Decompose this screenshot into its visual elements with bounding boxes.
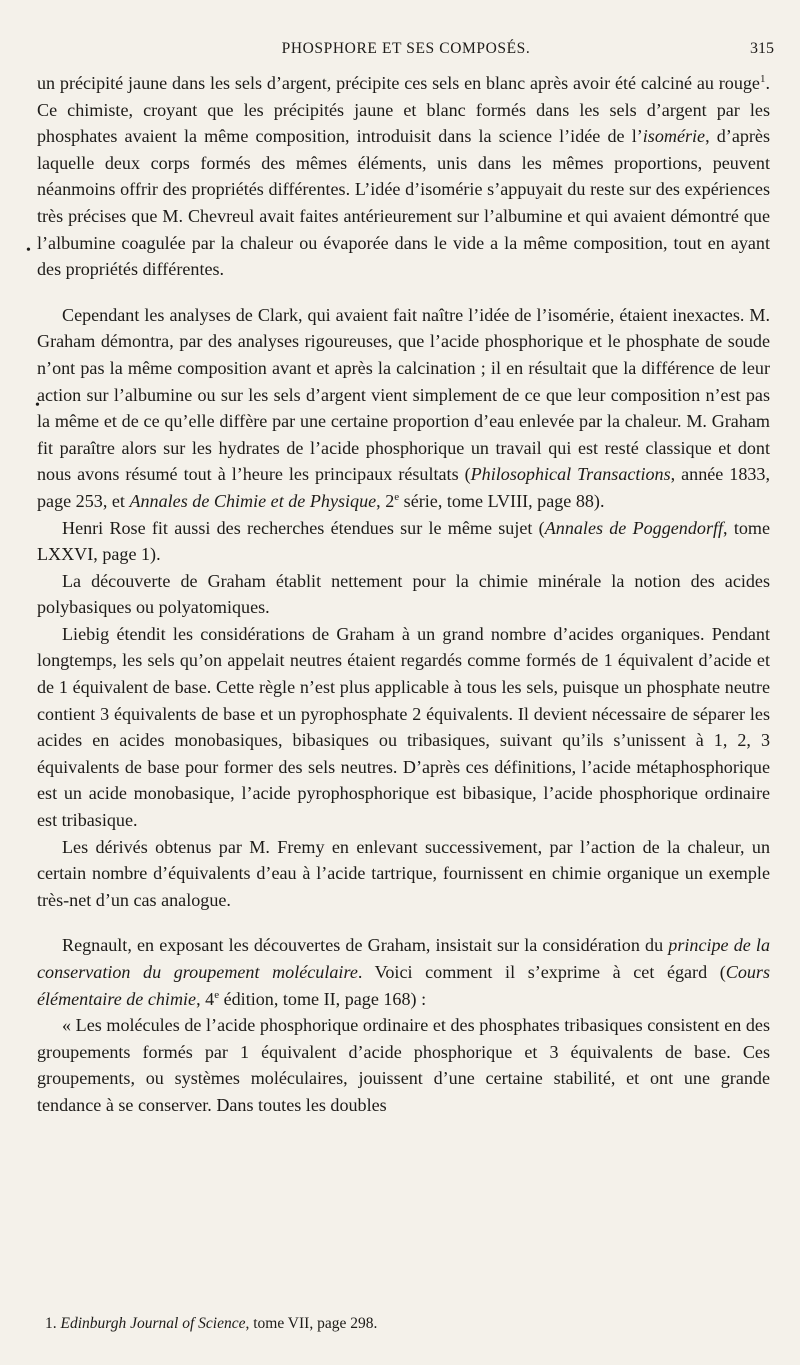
italic-text: Cours élémentaire de chimie	[37, 962, 770, 1009]
margin-dot-mark: •	[35, 398, 40, 413]
text-run: . Voici comment il s’exprime à cet égard (	[357, 962, 726, 982]
text-run: Les dérivés obtenus par M. Fremy en enlevant successivement, par l’action de la chaleur, un certain nombre d’équivalents d’eau à l’acide tartrique, fournissent en chimie organique un exemple très-net d’un cas analogue.	[37, 836, 770, 910]
paragraph	[37, 568, 770, 621]
paragraph	[37, 302, 770, 515]
page-header	[38, 40, 774, 66]
superscript: e	[214, 988, 220, 1001]
text-run: La découverte de Graham établit nettement pour la chimie minérale la notion des acides polybasiques ou polyatomiques.	[37, 570, 770, 618]
text-run: , d’après laquelle deux corps formés des mêmes éléments, unis dans les mêmes proportions, peuvent néanmoins offrir des propriétés différentes. L’idée d’isomérie s’appuyait du reste sur des expériences très précises que M. Chevreul avait faites antérieurement sur l’albumine et qui avaient démontré que l’albumine coagulée par la chaleur ou évaporée dans le vide a la même composition, tout en ayant des propriétés différentes.	[37, 126, 771, 280]
text-run: . Ce chimiste, croyant que les précipités jaune et blanc formés dans les sels d’argent par les phosphates avaient la même composition, introduisit dans la science l’idée de l’	[37, 73, 770, 147]
text-run: édition, tome II, page 168) :	[219, 988, 427, 1009]
footnote	[45, 1313, 770, 1335]
paragraph	[37, 70, 770, 283]
text-run: un précipité jaune dans les sels d’argent, précipite ces sels en blanc après avoir été calciné au rouge	[37, 73, 760, 93]
italic-text: Philosophical Transactions	[470, 464, 671, 485]
footnote-rest: , tome VII, page 298.	[245, 1315, 378, 1332]
text-run: , année 1833, page 253, et	[37, 464, 770, 511]
text-run: , 4	[196, 988, 215, 1009]
text-run: , tome LXXVI, page 1).	[37, 517, 770, 565]
text-run: « Les molécules de l’acide phosphorique ordinaire et des phosphates tribasiques consistent en des groupements formés par 1 équivalent d’acide phosphorique et 3 équivalents de base. Ces groupements, ou systèmes moléculaires, jouissent d’une certaine stabilité, et ont une grande tendance à se conserver. Dans toutes les doubles	[37, 1015, 770, 1115]
italic-text: principe de la conservation du groupement moléculaire	[37, 935, 770, 982]
paragraph	[37, 621, 770, 834]
italic-text: isomérie	[642, 126, 706, 147]
text-run: Cependant les analyses de Clark, qui avaient fait naître l’idée de l’isomérie, étaient inexactes. M. Graham démontra, par des analyses rigoureuses, que l’acide phosphorique et le phosphate de soude n’ont pas la même composition avant et après la calcination ; il en résultait que la différence de leur action sur l’albumine ou sur les sels d’argent vient simplement de ce que leur composition n’est pas la même et de ce qu’elle diffère par une certaine proportion d’eau enlevée par la chaleur. M. Graham fit paraître alors sur les hydrates de l’acide phosphorique un travail qui est resté classique et dont nous avons résumé tout à l’heure les principaux résultats (	[37, 304, 770, 485]
paragraph	[37, 515, 770, 568]
margin-dot-mark: •	[26, 243, 31, 258]
paragraph	[37, 834, 770, 914]
paragraph	[37, 932, 770, 1012]
text-run: Regnault, en exposant les découvertes de Graham, insistait sur la considération du	[62, 935, 669, 956]
paragraph	[37, 1012, 770, 1118]
text-run: série, tome LVIII, page 88).	[399, 490, 605, 511]
superscript: 1	[759, 72, 766, 85]
text-run: Liebig étendit les considérations de Graham à un grand nombre d’acides organiques. Pendant longtemps, les sels qu’on appelait neutres étaient regardés comme formés de 1 équivalent d’acide et de 1 équivalent de base. Cette règle n’est plus applicable à tous les sels, puisque un phosphate neutre contient 3 équivalents de base et un pyrophosphate 2 équivalents. Il devient nécessaire de séparer les acides en acides monobasiques, bibasiques ou tribasiques, suivant qu’ils s’unissent à 1, 2, 3 équivalents de base pour former des sels neutres. D’après ces définitions, l’acide métaphosphorique est un acide monobasique, l’acide pyrophosphorique est bibasique, l’acide phosphorique ordinaire est tribasique.	[37, 623, 770, 831]
page-number: 315	[750, 40, 774, 57]
footnote-number: 1.	[45, 1315, 57, 1332]
italic-text: Annales de Chimie et de Physique	[129, 490, 377, 511]
superscript: e	[394, 490, 400, 503]
running-title: PHOSPHORE ET SES COMPOSÉS.	[281, 40, 531, 57]
italic-text: Annales de Poggendorff	[544, 517, 724, 538]
body-text	[37, 70, 770, 1119]
text-run: Henri Rose fit aussi des recherches étendues sur le même sujet (	[62, 517, 545, 538]
footnote-source: Edinburgh Journal of Science	[60, 1315, 246, 1332]
text-run: , 2	[376, 490, 395, 511]
